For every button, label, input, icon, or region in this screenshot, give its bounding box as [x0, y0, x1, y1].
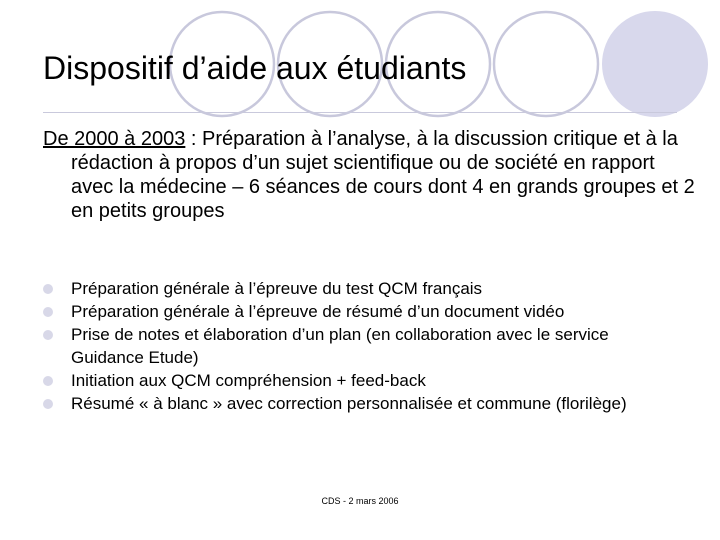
slide-title: Dispositif d’aide aux étudiants: [43, 50, 467, 86]
decorative-circle-filled: [603, 12, 707, 116]
list-item: [43, 323, 673, 369]
intro-paragraph: [43, 127, 701, 223]
decorative-circle-outline: [494, 12, 598, 116]
intro-text: : Préparation à l’analyse, à la discussion critique et à la rédaction à propos d’un sujet scientifique ou de société en rapport avec la médecine – 6 séances de cours dont 4 en grands groupes et 2 en petits groupes: [71, 128, 695, 222]
bullet-list: [43, 277, 673, 415]
intro-period: De 2000 à 2003: [43, 128, 186, 150]
list-item-text: Préparation générale à l’épreuve du test QCM français: [71, 279, 483, 298]
title-divider: [43, 112, 677, 113]
list-item: [43, 392, 673, 415]
list-item-text: Préparation générale à l’épreuve de résumé d’un document vidéo: [71, 302, 565, 321]
list-item-text: Résumé « à blanc » avec correction personnalisée et commune (florilège): [71, 394, 627, 413]
list-item-text: Prise de notes et élaboration d’un plan (en collaboration avec le service Guidance Etude): [71, 325, 609, 367]
list-item: [43, 300, 673, 323]
list-item-text: Initiation aux QCM compréhension + feed-back: [71, 371, 426, 390]
list-item: [43, 369, 673, 392]
bullet-icon: [43, 330, 53, 340]
bullet-icon: [43, 399, 53, 409]
bullet-icon: [43, 376, 53, 386]
bullet-icon: [43, 307, 53, 317]
bullet-icon: [43, 284, 53, 294]
list-item: [43, 277, 673, 300]
slide-footer: CDS - 2 mars 2006: [321, 496, 399, 506]
